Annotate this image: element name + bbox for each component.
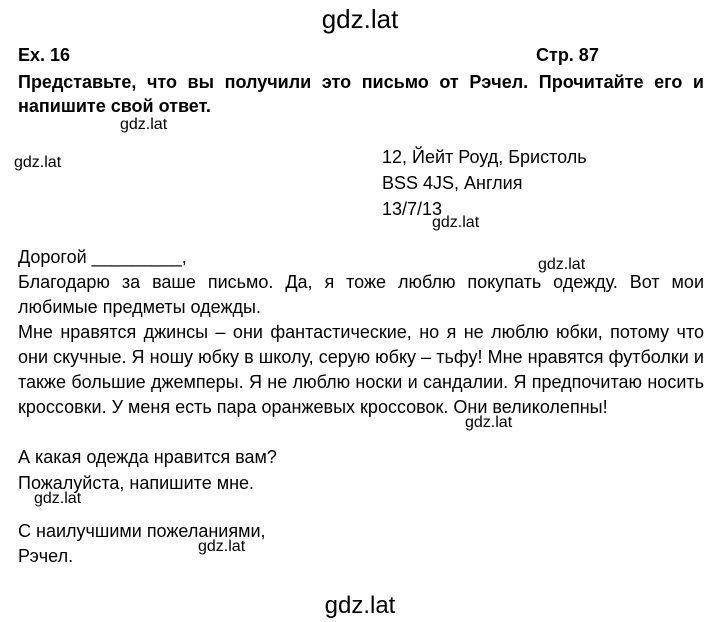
page-number: Стр. 87 (536, 45, 599, 65)
task-line-2: напишите свой ответ. (18, 96, 211, 116)
watermark-7: gdz.lat (198, 538, 246, 555)
letter-signature: Рэчел. (18, 546, 74, 566)
watermark-1: gdz.lat (120, 116, 168, 133)
letter-paragraph-2: Мне нравятся джинсы – они фантастические, но я не люблю юбки, потому что они скучные. Я ношу юбку в школу, серую юбку – тьфу! Мне нравятся футболки и также большие джемперы. Я не люблю носки и сандалии. Я предпочитаю носить кроссовки. У меня есть пара оранжевых кроссовок. Они великолепны! (18, 322, 704, 417)
watermark-5: gdz.lat (465, 414, 513, 431)
watermark-bottom: gdz.lat (324, 592, 396, 619)
address-line-1: 12, Йейт Роуд, Бристоль (382, 147, 587, 167)
letter-paragraph-1: Благодарю за ваше письмо. Да, я тоже люблю покупать одежду. Вот мои любимые предметы одежды. (18, 272, 704, 317)
letter-closing: С наилучшими пожеланиями, (18, 521, 266, 541)
letter-date: 13/7/13 (382, 199, 443, 219)
exercise-number: Ex. 16 (18, 45, 71, 65)
letter-greeting: Дорогой _________, (18, 247, 187, 267)
watermark-6: gdz.lat (34, 490, 82, 507)
letter-question: А какая одежда нравится вам? (18, 447, 277, 467)
address-line-2: BSS 4JS, Англия (382, 173, 523, 193)
task-line-1: Представьте, что вы получили это письмо от Рэчел. Прочитайте его и (18, 72, 704, 92)
letter-request: Пожалуйста, напишите мне. (18, 473, 255, 493)
watermark-top: gdz.lat (321, 4, 399, 34)
watermark-2: gdz.lat (14, 154, 62, 171)
watermark-3: gdz.lat (432, 214, 480, 231)
watermark-4: gdz.lat (538, 256, 586, 273)
